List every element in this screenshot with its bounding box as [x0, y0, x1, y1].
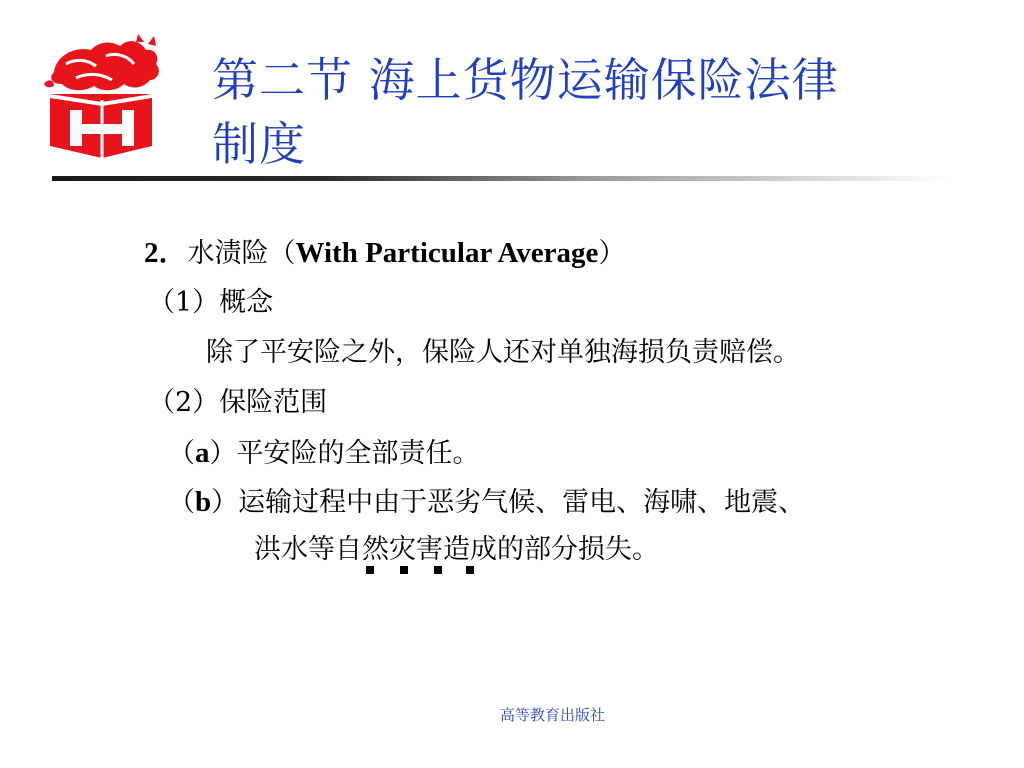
emphasis-dot [366, 566, 374, 574]
heading-english: With Particular Average [295, 237, 599, 269]
item-a-prefix: （ [168, 438, 195, 469]
heading-chinese: 水渍险（ [187, 238, 296, 269]
heading-close: ） [598, 238, 626, 269]
item-b-text: ）运输过程中由于恶劣气候、雷电、海啸、地震、 [211, 487, 806, 518]
publisher-footer: 高等教育出版社 [500, 706, 606, 724]
section-heading [144, 236, 625, 271]
item-a-letter: a [195, 437, 210, 469]
item-b [168, 485, 805, 520]
item-1-label: （1）概念 [148, 287, 274, 318]
item-b-prefix: （ [168, 487, 195, 518]
emphasis-dot [434, 566, 442, 574]
title-line-1: 第二节 海上货物运输保险法律 [212, 53, 839, 107]
emphasis-dot [400, 566, 408, 574]
heading-number: 2． [144, 237, 188, 269]
emphasis-dot [466, 566, 474, 574]
title-line-2: 制度 [212, 117, 306, 171]
item-2-label: （2）保险范围 [148, 387, 328, 418]
item-a [168, 436, 480, 471]
item-b-continuation: 洪水等自然灾害造成的部分损失。 [254, 534, 659, 565]
item-b-letter: b [195, 486, 212, 518]
item-a-text: ）平安险的全部责任。 [209, 438, 480, 469]
emphasis-dots [362, 566, 482, 580]
item-1-text: 除了平安险之外，保险人还对单独海损负责赔偿。 [206, 337, 800, 368]
